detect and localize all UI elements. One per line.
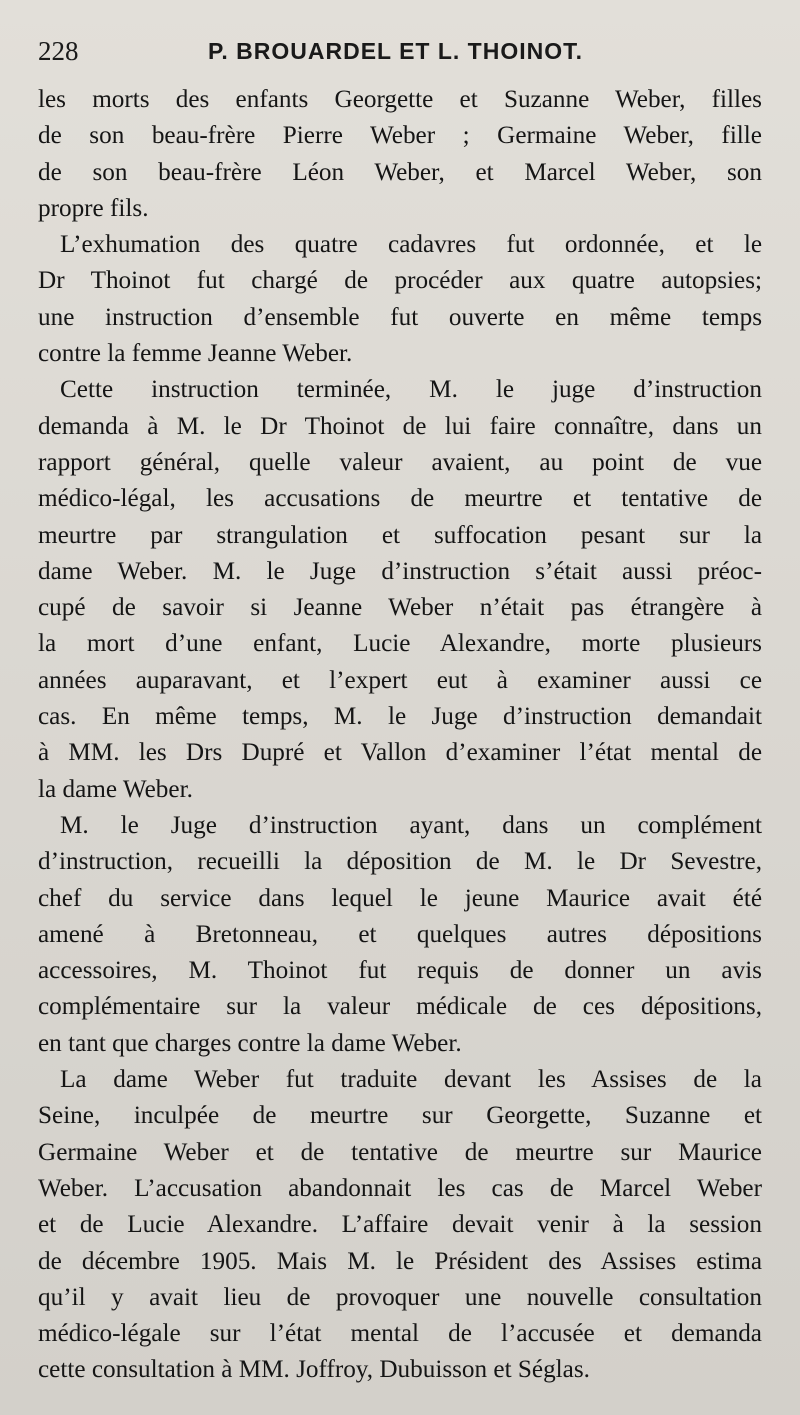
running-title: P. BROUARDEL ET L. THOINOT. [208, 38, 584, 64]
text-line: à MM. les Drs Dupré et Vallon d’examiner l’état mental de [38, 739, 762, 767]
page-number: 228 [38, 36, 79, 66]
text-line: Seine, inculpée de meurtre sur Georgette, Suzanne et [38, 1102, 762, 1130]
text-line: rapport général, quelle valeur avaient, au point de vue [38, 448, 762, 476]
text-line: Cette instruction terminée, M. le juge d’instruction [60, 376, 762, 404]
text-line: les morts des enfants Georgette et Suzanne Weber, filles [38, 86, 762, 113]
text-line: meurtre par strangulation et suffocation pesant sur la [38, 521, 762, 549]
text-line: chef du service dans lequel le jeune Maurice avait été [38, 884, 762, 912]
text-line: amené à Bretonneau, et quelques autres dépositions [38, 920, 762, 948]
text-line: Dr Thoinot fut chargé de procéder aux quatre autopsies; [38, 267, 762, 295]
text-line: dame Weber. M. le Juge d’instruction s’était aussi préoc- [38, 557, 762, 585]
paragraph [38, 372, 762, 808]
text-line: L’exhumation des quatre cadavres fut ordonnée, et le [60, 231, 762, 259]
text-line: propre fils. [38, 194, 149, 222]
text-line: médico-légale sur l’état mental de l’accusée et demanda [38, 1320, 762, 1348]
text-line: médico-légal, les accusations de meurtre et tentative de [38, 485, 762, 513]
text-line: la mort d’une enfant, Lucie Alexandre, morte plusieurs [38, 630, 762, 658]
text-line: complémentaire sur la valeur médicale de ces dépositions, [38, 993, 762, 1021]
text-line: la dame Weber. [38, 775, 193, 803]
text-line: demanda à M. le Dr Thoinot de lui faire connaître, dans un [38, 412, 762, 440]
text-line: de décembre 1905. Mais M. le Président des Assises estima [38, 1247, 762, 1275]
text-line: M. le Juge d’instruction ayant, dans un complément [60, 811, 762, 839]
text-line: de son beau-frère Pierre Weber ; Germaine Weber, fille [38, 122, 762, 150]
paragraph [38, 808, 762, 1062]
text-line: Germaine Weber et de tentative de meurtre sur Maurice [38, 1138, 762, 1166]
body-text [38, 82, 762, 1389]
text-line: en tant que charges contre la dame Weber. [38, 1029, 462, 1057]
text-line: d’instruction, recueilli la déposition de M. le Dr Sevestre, [38, 848, 762, 876]
text-line: accessoires, M. Thoinot fut requis de donner un avis [38, 957, 762, 985]
page-header [38, 34, 768, 74]
paragraph [38, 227, 762, 372]
text-line: et de Lucie Alexandre. L’affaire devait venir à la session [38, 1211, 762, 1239]
text-line: une instruction d’ensemble fut ouverte en même temps [38, 303, 762, 331]
paragraph [38, 82, 762, 227]
text-line: cupé de savoir si Jeanne Weber n’était pas étrangère à [38, 594, 762, 622]
text-line: qu’il y avait lieu de provoquer une nouvelle consultation [38, 1283, 762, 1311]
text-line: cas. En même temps, M. le Juge d’instruction demandait [38, 703, 762, 731]
text-line: La dame Weber fut traduite devant les Assises de la [60, 1066, 762, 1094]
text-line: Weber. L’accusation abandonnait les cas de Marcel Weber [38, 1174, 762, 1202]
paragraph [38, 1062, 762, 1389]
text-line: de son beau-frère Léon Weber, et Marcel Weber, son [38, 158, 762, 186]
text-line: cette consultation à MM. Joffroy, Dubuisson et Séglas. [38, 1356, 590, 1384]
text-line: années auparavant, et l’expert eut à examiner aussi ce [38, 666, 762, 694]
text-line: contre la femme Jeanne Weber. [38, 340, 353, 368]
